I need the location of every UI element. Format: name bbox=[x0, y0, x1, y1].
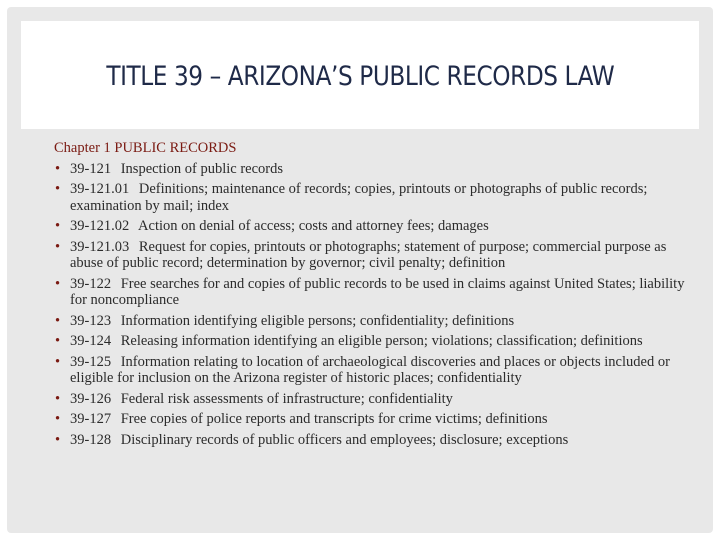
statute-description: Inspection of public records bbox=[120, 160, 283, 177]
statute-description: Releasing information identifying an eligible person; violations; classification; definitions bbox=[120, 333, 643, 349]
statute-description: Action on denial of access; costs and attorney fees; damages bbox=[138, 218, 489, 234]
statute-number: 39-121.01 bbox=[70, 181, 130, 197]
statute-item bbox=[54, 354, 694, 387]
statute-item bbox=[54, 218, 694, 235]
statute-number: 39-121.02 bbox=[70, 218, 130, 234]
slide-title: TITLE 39 – ARIZONA’S PUBLIC RECORDS LAW bbox=[106, 60, 614, 92]
statute-item bbox=[54, 333, 694, 350]
statute-description: Federal risk assessments of infrastructure; confidentiality bbox=[120, 390, 453, 407]
statute-number: 39-123 bbox=[70, 312, 112, 329]
statute-number: 39-126 bbox=[70, 390, 112, 407]
statute-number: 39-127 bbox=[70, 411, 112, 427]
statute-item bbox=[54, 313, 694, 330]
statute-item bbox=[54, 239, 694, 272]
statute-description: Information relating to location of archaeological discoveries and places or objects included or eligible for inclusion on the Arizona register of historic places; confidentiality bbox=[70, 353, 670, 386]
statute-number: 39-125 bbox=[70, 353, 112, 370]
statute-description: Definitions; maintenance of records; copies, printouts or photographs of public records; examination by mail; index bbox=[70, 181, 648, 214]
statute-item bbox=[54, 432, 694, 449]
statute-number: 39-124 bbox=[70, 333, 112, 349]
statute-item bbox=[54, 161, 694, 178]
slide-content bbox=[54, 140, 694, 448]
statute-description: Free searches for and copies of public records to be used in claims against United States; liability for noncompliance bbox=[70, 275, 685, 308]
statute-number: 39-121 bbox=[70, 160, 112, 177]
statute-item bbox=[54, 276, 694, 309]
statute-number: 39-121.03 bbox=[70, 238, 130, 255]
bullet-icon: • bbox=[55, 181, 61, 197]
bullet-icon: • bbox=[55, 333, 61, 349]
bullet-icon: • bbox=[55, 411, 61, 427]
bullet-icon: • bbox=[55, 218, 61, 234]
title-box bbox=[21, 21, 699, 129]
statute-number: 39-128 bbox=[70, 431, 112, 448]
bullet-icon: • bbox=[55, 160, 61, 177]
statute-description: Request for copies, printouts or photographs; statement of purpose; commercial purpose as abuse of public record; determination by governor; civil penalty; definition bbox=[70, 238, 667, 271]
slide bbox=[7, 7, 713, 533]
statute-list bbox=[54, 161, 694, 449]
statute-description: Free copies of police reports and transcripts for crime victims; definitions bbox=[120, 411, 548, 427]
statute-description: Disciplinary records of public officers and employees; disclosure; exceptions bbox=[120, 431, 569, 448]
statute-item bbox=[54, 411, 694, 428]
chapter-heading: Chapter 1 PUBLIC RECORDS bbox=[54, 140, 237, 156]
bullet-icon: • bbox=[55, 238, 61, 255]
bullet-icon: • bbox=[55, 431, 61, 448]
bullet-icon: • bbox=[55, 353, 61, 370]
statute-item bbox=[54, 181, 694, 214]
bullet-icon: • bbox=[55, 390, 61, 407]
bullet-icon: • bbox=[55, 312, 61, 329]
statute-description: Information identifying eligible persons; confidentiality; definitions bbox=[120, 312, 515, 329]
statute-number: 39-122 bbox=[70, 275, 112, 292]
bullet-icon: • bbox=[55, 275, 61, 292]
statute-item bbox=[54, 391, 694, 408]
